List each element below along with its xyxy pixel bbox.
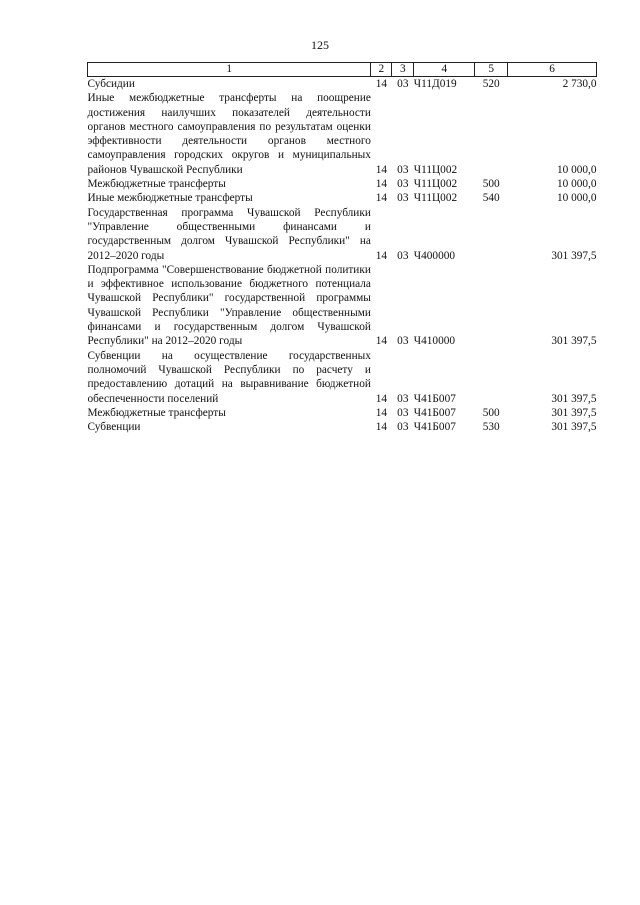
row-amount: 2 730,0: [562, 78, 597, 90]
row-subsection: 03: [397, 249, 409, 262]
row-name: Межбюджетные трансферты: [87, 178, 226, 191]
row-name: Субвенции на осуществление государственных полномочий Чувашской Республики по расчету и предоставлению дотаций на выравнивание бюджетной обеспеченности поселений: [87, 349, 371, 405]
row-amount: 10 000,0: [556, 178, 597, 191]
row-section: 14: [375, 406, 388, 419]
row-subsection: 03: [397, 421, 409, 434]
row-expense-type: 540: [482, 192, 500, 205]
table-row: [88, 191, 597, 205]
row-subsection: 03: [397, 392, 409, 405]
row-target-code: Ч400000: [413, 249, 456, 262]
row-section: 14: [375, 335, 388, 348]
row-expense-type: 520: [482, 78, 500, 90]
row-expense-type: [475, 263, 508, 349]
column-header: 1: [88, 63, 371, 77]
table-row: [88, 206, 597, 263]
row-subsection: 03: [397, 406, 409, 419]
table-header-row: [88, 63, 597, 77]
row-target-code: Ч41Б007: [413, 392, 456, 405]
row-amount: 301 397,5: [551, 392, 597, 405]
row-amount: 10 000,0: [556, 192, 597, 205]
row-target-code: Ч11Ц002: [413, 178, 458, 191]
column-header: 4: [414, 63, 475, 77]
column-header: 6: [508, 63, 597, 77]
row-section: 14: [375, 192, 388, 205]
column-header: 3: [392, 63, 414, 77]
row-target-code: Ч11Ц002: [413, 192, 458, 205]
row-subsection: 03: [397, 178, 409, 191]
budget-table: [87, 62, 597, 434]
row-name: Подпрограмма "Совершенствование бюджетной политики и эффективное использование бюджетного потенциала Чувашской Республики" государственной программы Чувашской Республики "Управление общественными финансами и государственным долгом Чувашской Республики" на 2012–2020 годы: [87, 263, 371, 348]
row-section: 14: [375, 78, 388, 90]
row-name: Субвенции: [87, 421, 141, 434]
row-target-code: Ч11Ц002: [413, 163, 458, 176]
row-section: 14: [375, 392, 388, 405]
row-amount: 301 397,5: [551, 335, 597, 348]
row-name: Субсидии: [87, 78, 135, 90]
row-amount: 301 397,5: [551, 421, 597, 434]
row-name: Государственная программа Чувашской Республики "Управление общественными финансами и государственным долгом Чувашской Республики" на 2012–2020 годы: [87, 206, 371, 262]
row-name: Иные межбюджетные трансферты на поощрение достижения наилучших показателей деятельности органов местного самоуправления по результатам оценки эффективности деятельности органов местного самоуправления городских округов и муниципальных районов Чувашской Республики: [87, 92, 371, 176]
row-section: 14: [375, 178, 388, 191]
row-amount: 301 397,5: [551, 249, 597, 262]
column-header: 2: [371, 63, 392, 77]
row-target-code: Ч41Б007: [413, 406, 456, 419]
page-number: 125: [311, 38, 329, 52]
row-section: 14: [375, 421, 388, 434]
table-row: [88, 91, 597, 177]
table-row: [88, 177, 597, 191]
row-expense-type: 530: [482, 421, 500, 434]
row-name: Межбюджетные трансферты: [87, 406, 226, 419]
row-expense-type: [475, 91, 508, 177]
row-subsection: 03: [397, 335, 409, 348]
row-target-code: Ч41Б007: [413, 421, 456, 434]
row-target-code: Ч11Д019: [413, 78, 457, 90]
table-row: [88, 263, 597, 349]
row-expense-type: 500: [482, 178, 500, 191]
row-target-code: Ч410000: [413, 335, 456, 348]
table-row: [88, 349, 597, 406]
row-expense-type: 500: [482, 406, 500, 419]
row-section: 14: [375, 249, 388, 262]
row-amount: 10 000,0: [556, 163, 597, 176]
table-row: [88, 77, 597, 92]
row-subsection: 03: [397, 163, 409, 176]
table-row: [88, 420, 597, 434]
row-subsection: 03: [397, 78, 409, 90]
row-section: 14: [375, 163, 388, 176]
row-expense-type: [475, 349, 508, 406]
row-amount: 301 397,5: [551, 406, 597, 419]
column-header: 5: [475, 63, 508, 77]
row-subsection: 03: [397, 192, 409, 205]
row-name: Иные межбюджетные трансферты: [87, 192, 253, 205]
row-expense-type: [475, 206, 508, 263]
table-row: [88, 406, 597, 420]
